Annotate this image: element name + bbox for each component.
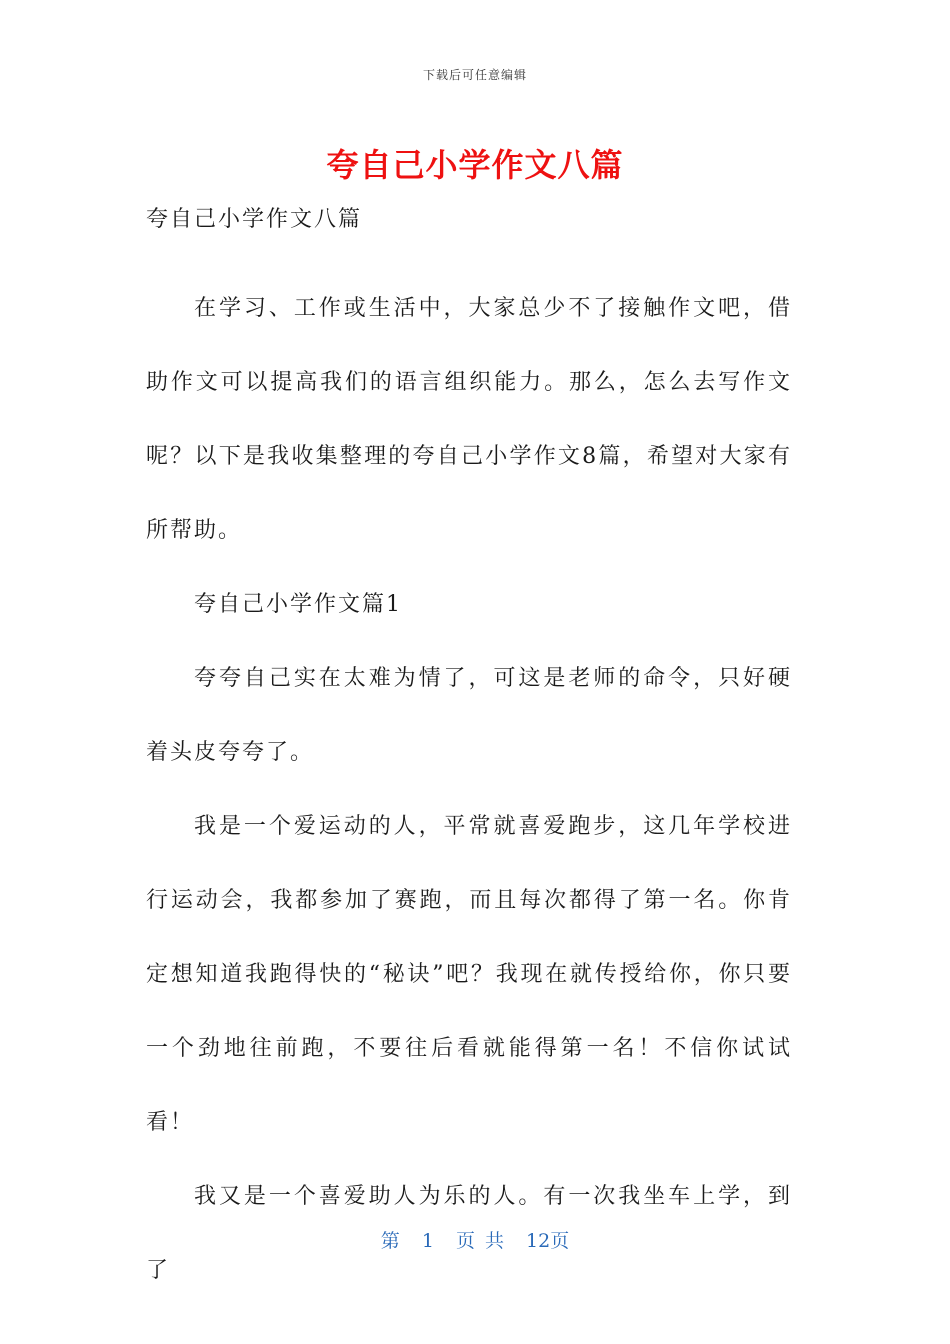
body-paragraph: 夸夸自己实在太难为情了，可这是老师的命令，只好硬着头皮夸夸了。 [146,666,792,765]
body-paragraph: 我是一个爱运动的人，平常就喜爱跑步，这几年学校进行运动会，我都参加了赛跑，而且每次都得了第一名。你肯定想知道我跑得快的“秘诀”吧？我现在就传授给你，你只要一个劲地往前跑，不要往后看就能得第一名！不信你试试看！ [146,814,792,1135]
document-body [146,198,792,1308]
footer-total-pages: 12页 [526,1230,570,1252]
section-heading-1: 夸自己小学作文篇1 [194,592,402,617]
footer-current-page: 1 [421,1230,434,1252]
subtitle-paragraph: 夸自己小学作文八篇 [146,207,363,232]
intro-paragraph: 在学习、工作或生活中，大家总少不了接触作文吧，借助作文可以提高我们的语言组织能力。那么，怎么去写作文呢？以下是我收集整理的夸自己小学作文8篇，希望对大家有所帮助。 [146,296,792,543]
header-note: 下载后可任意编辑 [422,68,527,82]
footer-mid: 页 共 [455,1230,504,1252]
body-paragraph: 我又是一个喜爱助人为乐的人。有一次我坐车上学，到了 [146,1184,792,1283]
footer-prefix: 第 [380,1230,400,1252]
page-footer [0,1226,950,1253]
document-title: 夸自己小学作文八篇 [326,146,624,184]
